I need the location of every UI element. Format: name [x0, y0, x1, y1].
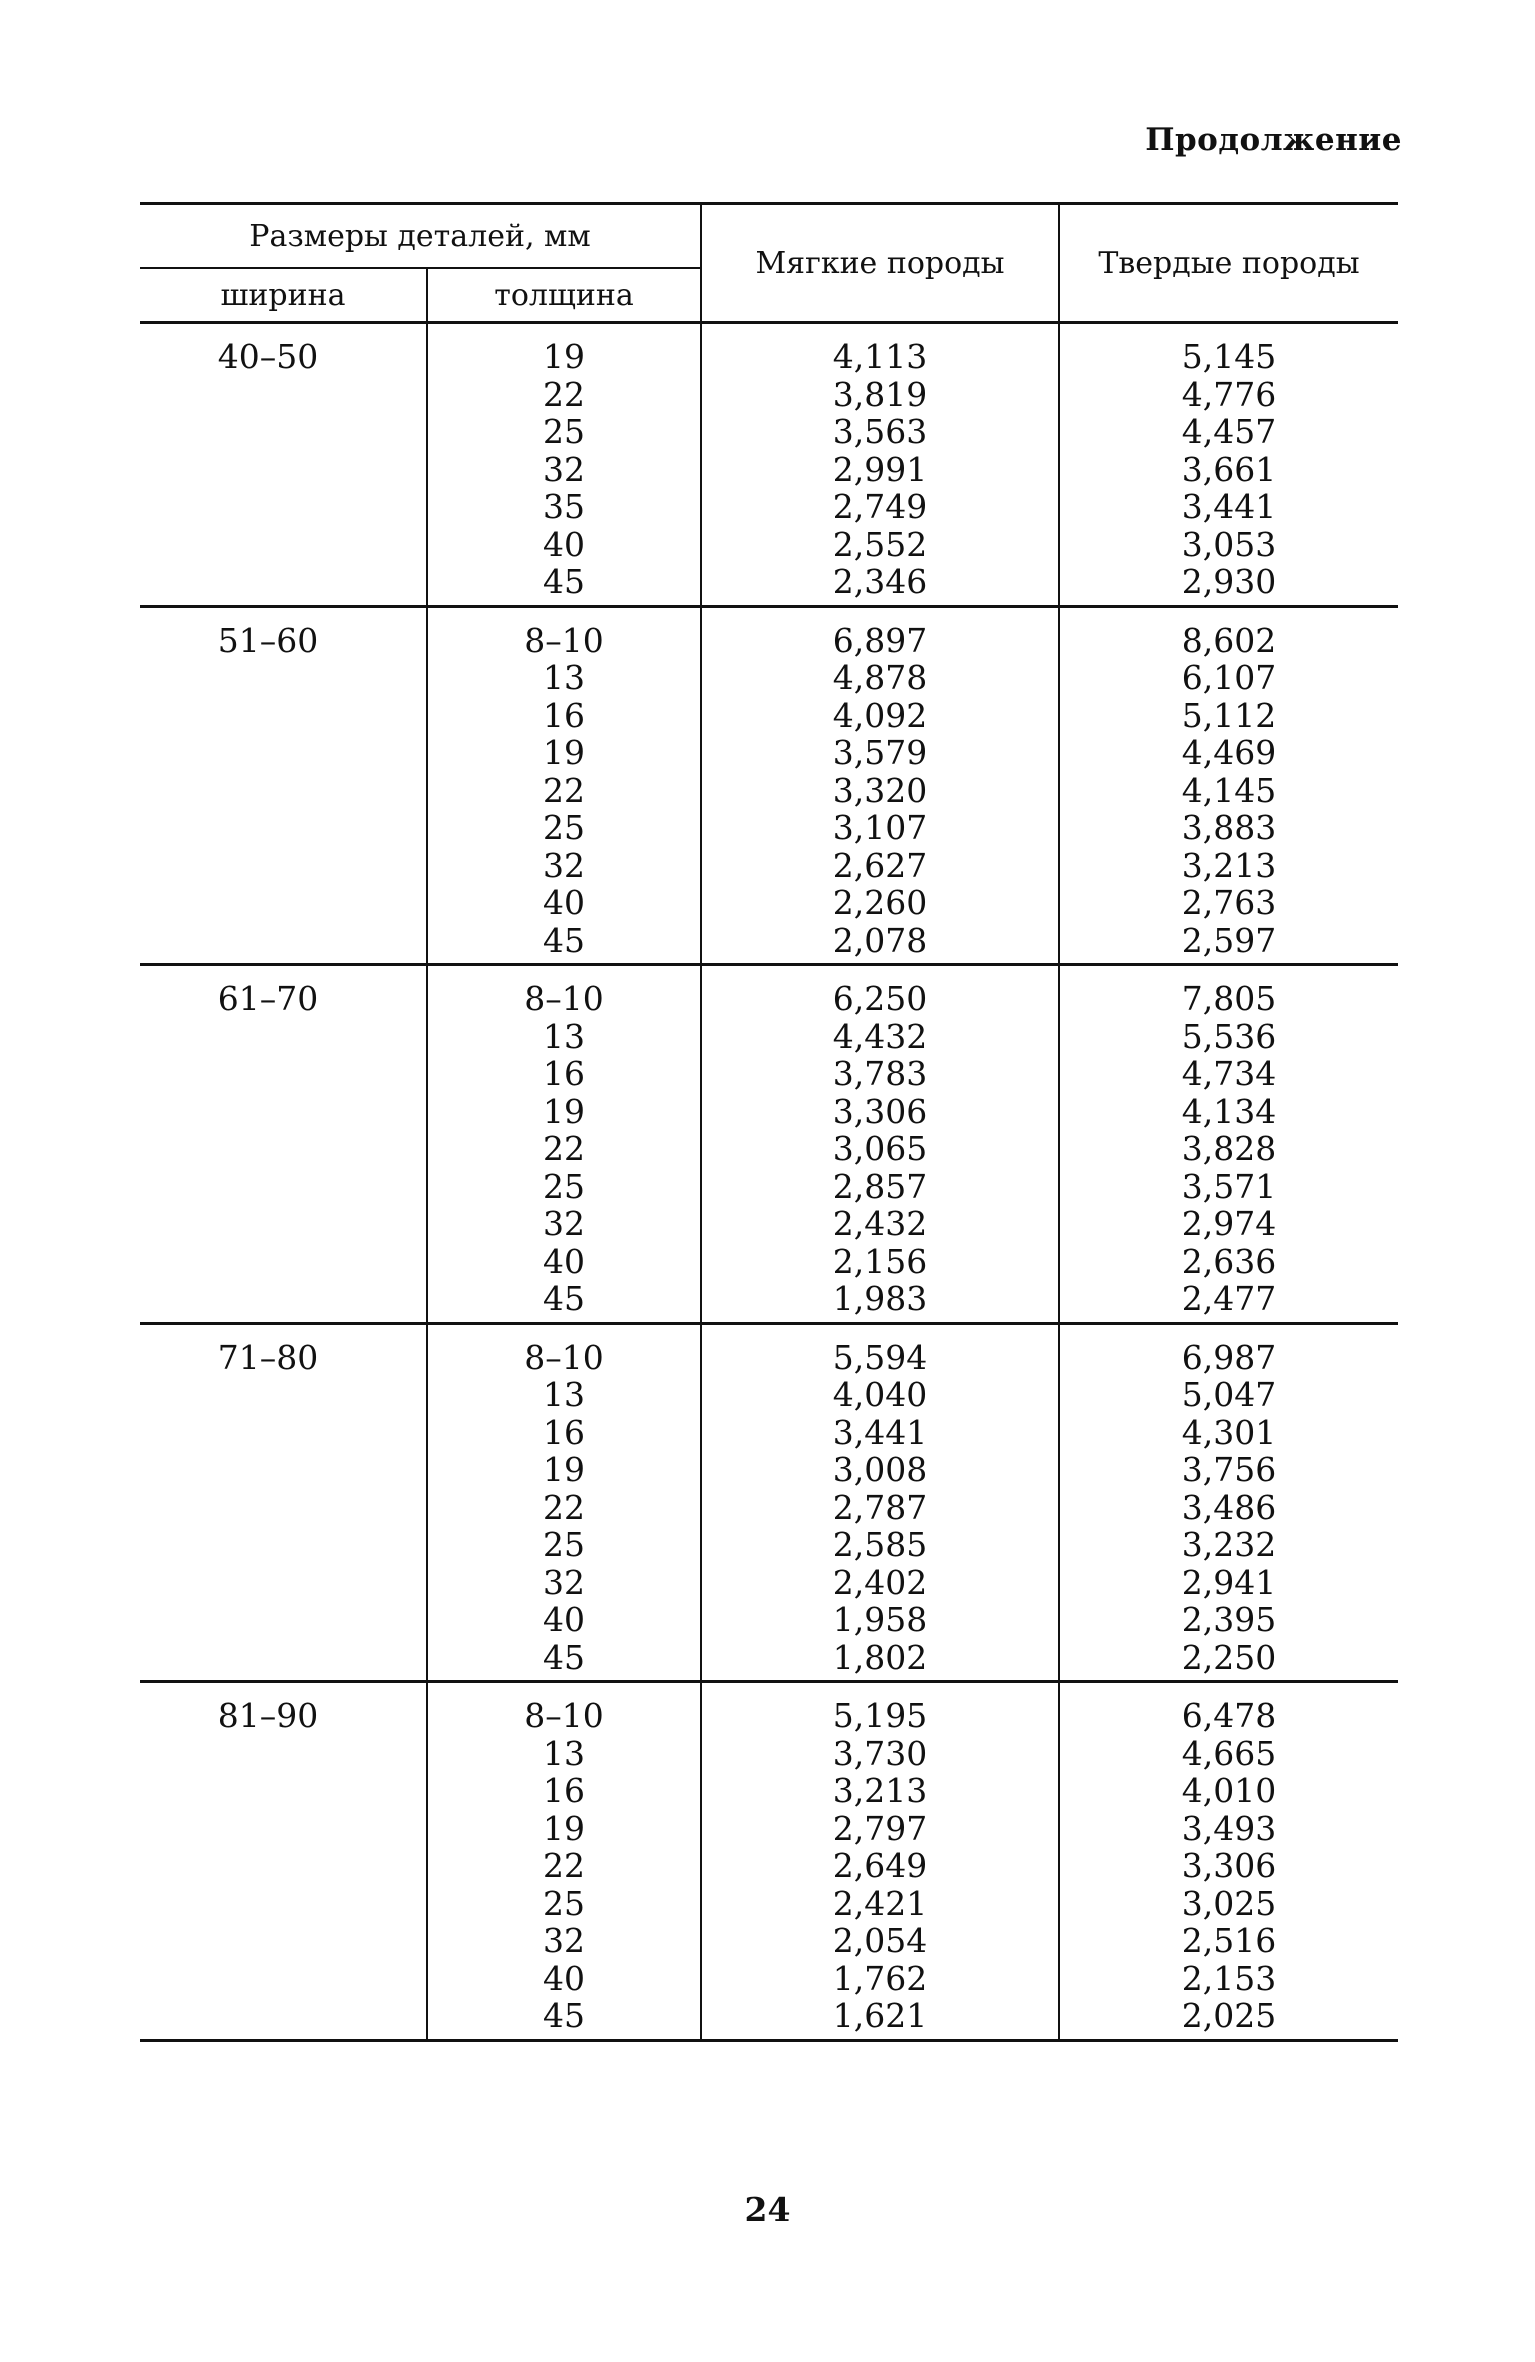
cell-thickness-value: 25: [543, 412, 585, 451]
cell-soft-list: [701, 323, 1059, 607]
cell-soft-value: 3,730: [832, 1733, 928, 1773]
cell-thickness-value: 25: [543, 808, 585, 847]
cell-width-range: 51–60: [140, 606, 427, 965]
cell-hard-value: 8,602: [1181, 620, 1277, 660]
table-row-group: [140, 1323, 1398, 1682]
cell-hard-list: [1059, 965, 1398, 1324]
cell-soft-value: 2,991: [832, 449, 928, 489]
cell-thickness-value: 19: [543, 1808, 585, 1848]
cell-hard-value: 2,153: [1181, 1958, 1277, 1998]
cell-thickness-value: 45: [543, 1637, 585, 1677]
cell-thickness-value: 8–10: [524, 979, 604, 1018]
cell-thickness-value: 13: [543, 1733, 585, 1773]
cell-soft-value: 3,819: [832, 374, 928, 414]
cell-hard-value: 4,734: [1181, 1054, 1277, 1093]
cell-soft-value: 2,797: [832, 1808, 928, 1848]
cell-width-range: 61–70: [140, 965, 427, 1324]
cell-thickness-value: 40: [543, 1600, 585, 1639]
cell-hard-list: [1059, 606, 1398, 965]
cell-hard-list: [1059, 1682, 1398, 2041]
cell-hard-value: 3,441: [1181, 487, 1277, 526]
cell-thickness-value: 45: [543, 1996, 585, 2035]
cell-thickness-value: 45: [543, 920, 585, 960]
cell-soft-value: 3,783: [832, 1054, 928, 1093]
cell-hard-value: 4,010: [1181, 1771, 1277, 1810]
cell-thickness-value: 40: [543, 1241, 585, 1281]
cell-soft-list: [701, 1682, 1059, 2041]
cell-soft-value: 2,857: [832, 1166, 928, 1206]
cell-thickness-list: [427, 323, 701, 607]
cell-soft-value: 2,078: [832, 920, 928, 960]
continuation-label: Продолжение: [1145, 122, 1402, 158]
cell-soft-value: 6,897: [832, 620, 928, 660]
cell-thickness-value: 32: [543, 845, 585, 885]
header-thickness: толщина: [427, 268, 701, 323]
cell-soft-value: 3,320: [832, 770, 928, 810]
table-body: [140, 323, 1398, 2041]
cell-hard-value: 5,536: [1181, 1016, 1277, 1056]
cell-soft-value: 2,787: [832, 1487, 928, 1527]
cell-thickness-value: 32: [543, 1204, 585, 1243]
cell-hard-value: 4,301: [1181, 1412, 1277, 1452]
cell-soft-value: 5,594: [832, 1337, 928, 1377]
data-table-container: [140, 202, 1398, 2042]
cell-hard-value: 2,763: [1181, 883, 1277, 922]
cell-thickness-value: 8–10: [524, 620, 604, 660]
cell-hard-value: 4,776: [1181, 374, 1277, 414]
cell-soft-value: 1,621: [832, 1996, 928, 2035]
cell-soft-value: 1,958: [832, 1600, 928, 1639]
cell-thickness-value: 13: [543, 658, 585, 697]
cell-thickness-value: 22: [543, 770, 585, 810]
cell-hard-value: 6,987: [1181, 1337, 1277, 1377]
cell-thickness-value: 19: [543, 733, 585, 772]
cell-thickness-value: 40: [543, 1958, 585, 1998]
cell-soft-value: 4,432: [832, 1016, 928, 1056]
cell-soft-list: [701, 1323, 1059, 1682]
cell-soft-value: 4,092: [832, 695, 928, 735]
cell-thickness-value: 22: [543, 1129, 585, 1168]
cell-thickness-value: 32: [543, 1562, 585, 1602]
cell-soft-value: 3,563: [832, 412, 928, 451]
cell-thickness-value: 32: [543, 449, 585, 489]
cell-hard-value: 5,047: [1181, 1375, 1277, 1414]
cell-hard-value: 3,661: [1181, 449, 1277, 489]
cell-thickness-value: 22: [543, 1846, 585, 1885]
cell-thickness-value: 13: [543, 1016, 585, 1056]
cell-hard-value: 3,232: [1181, 1525, 1277, 1564]
cell-hard-value: 2,477: [1181, 1279, 1277, 1318]
cell-width-range: 40–50: [140, 323, 427, 607]
cell-thickness-value: 40: [543, 883, 585, 922]
header-width: ширина: [140, 268, 427, 323]
cell-thickness-list: [427, 965, 701, 1324]
cell-thickness-value: 16: [543, 1054, 585, 1093]
cell-hard-value: 3,571: [1181, 1166, 1277, 1206]
cell-soft-value: 2,749: [832, 487, 928, 526]
cell-soft-value: 2,402: [832, 1562, 928, 1602]
cell-soft-value: 2,649: [832, 1846, 928, 1885]
cell-hard-value: 3,828: [1181, 1129, 1277, 1168]
cell-hard-value: 3,025: [1181, 1883, 1277, 1923]
cell-soft-value: 3,008: [832, 1450, 928, 1489]
cell-thickness-value: 16: [543, 695, 585, 735]
cell-hard-value: 3,213: [1181, 845, 1277, 885]
cell-soft-value: 3,213: [832, 1771, 928, 1810]
cell-thickness-value: 25: [543, 1166, 585, 1206]
cell-thickness-value: 8–10: [524, 1337, 604, 1377]
cell-hard-value: 3,053: [1181, 524, 1277, 564]
cell-hard-value: 2,250: [1181, 1637, 1277, 1677]
cell-soft-value: 2,156: [832, 1241, 928, 1281]
cell-soft-value: 6,250: [832, 979, 928, 1018]
cell-thickness-value: 22: [543, 374, 585, 414]
cell-hard-value: 4,457: [1181, 412, 1277, 451]
cell-soft-list: [701, 965, 1059, 1324]
cell-hard-value: 4,469: [1181, 733, 1277, 772]
cell-soft-list: [701, 606, 1059, 965]
header-hard-wood: Твердые породы: [1059, 204, 1398, 323]
data-table: [140, 202, 1398, 2042]
cell-soft-value: 2,432: [832, 1204, 928, 1243]
cell-hard-value: 6,107: [1181, 658, 1277, 697]
cell-hard-value: 6,478: [1181, 1696, 1277, 1735]
cell-soft-value: 3,441: [832, 1412, 928, 1452]
cell-hard-value: 4,145: [1181, 770, 1277, 810]
cell-soft-value: 3,579: [832, 733, 928, 772]
cell-hard-value: 3,486: [1181, 1487, 1277, 1527]
cell-thickness-value: 25: [543, 1525, 585, 1564]
cell-thickness-value: 25: [543, 1883, 585, 1923]
cell-hard-value: 5,145: [1181, 337, 1277, 376]
cell-hard-value: 2,974: [1181, 1204, 1277, 1243]
cell-hard-value: 4,665: [1181, 1733, 1277, 1773]
cell-soft-value: 2,585: [832, 1525, 928, 1564]
cell-hard-value: 2,941: [1181, 1562, 1277, 1602]
cell-thickness-value: 16: [543, 1771, 585, 1810]
cell-soft-value: 2,260: [832, 883, 928, 922]
cell-thickness-value: 45: [543, 562, 585, 601]
cell-hard-value: 2,395: [1181, 1600, 1277, 1639]
cell-width-range: 81–90: [140, 1682, 427, 2041]
cell-hard-value: 3,883: [1181, 808, 1277, 847]
cell-soft-value: 3,065: [832, 1129, 928, 1168]
cell-thickness-value: 19: [543, 1091, 585, 1131]
cell-thickness-value: 19: [543, 1450, 585, 1489]
cell-thickness-value: 22: [543, 1487, 585, 1527]
cell-thickness-value: 8–10: [524, 1696, 604, 1735]
cell-soft-value: 5,195: [832, 1696, 928, 1735]
table-row-group: [140, 323, 1398, 607]
cell-soft-value: 2,552: [832, 524, 928, 564]
cell-thickness-value: 13: [543, 1375, 585, 1414]
cell-hard-value: 2,636: [1181, 1241, 1277, 1281]
cell-soft-value: 3,306: [832, 1091, 928, 1131]
cell-soft-value: 2,346: [832, 562, 928, 601]
cell-hard-value: 2,597: [1181, 920, 1277, 960]
cell-soft-value: 4,113: [832, 337, 928, 376]
cell-soft-value: 2,627: [832, 845, 928, 885]
cell-hard-value: 2,516: [1181, 1921, 1277, 1960]
cell-thickness-list: [427, 1323, 701, 1682]
cell-hard-value: 5,112: [1181, 695, 1277, 735]
cell-thickness-value: 19: [543, 337, 585, 376]
table-row-group: [140, 965, 1398, 1324]
cell-thickness-value: 40: [543, 524, 585, 564]
cell-hard-value: 2,930: [1181, 562, 1277, 601]
cell-soft-value: 4,878: [832, 658, 928, 697]
cell-thickness-list: [427, 1682, 701, 2041]
cell-hard-value: 3,493: [1181, 1808, 1277, 1848]
cell-thickness-value: 32: [543, 1921, 585, 1960]
cell-thickness-value: 35: [543, 487, 585, 526]
header-dimensions: Размеры деталей, мм: [140, 204, 701, 269]
cell-hard-value: 2,025: [1181, 1996, 1277, 2035]
cell-soft-value: 1,802: [832, 1637, 928, 1677]
cell-thickness-value: 16: [543, 1412, 585, 1452]
cell-soft-value: 1,983: [832, 1279, 928, 1318]
cell-thickness-value: 45: [543, 1279, 585, 1318]
cell-width-range: 71–80: [140, 1323, 427, 1682]
cell-hard-value: 4,134: [1181, 1091, 1277, 1131]
cell-hard-value: 3,306: [1181, 1846, 1277, 1885]
cell-soft-value: 1,762: [832, 1958, 928, 1998]
table-row-group: [140, 606, 1398, 965]
cell-soft-value: 2,054: [832, 1921, 928, 1960]
cell-soft-value: 2,421: [832, 1883, 928, 1923]
cell-hard-value: 7,805: [1181, 979, 1277, 1018]
cell-hard-list: [1059, 1323, 1398, 1682]
cell-soft-value: 4,040: [832, 1375, 928, 1414]
table-row-group: [140, 1682, 1398, 2041]
cell-hard-list: [1059, 323, 1398, 607]
table-header: [140, 204, 1398, 323]
cell-hard-value: 3,756: [1181, 1450, 1277, 1489]
header-soft-wood: Мягкие породы: [701, 204, 1059, 323]
cell-soft-value: 3,107: [832, 808, 928, 847]
cell-thickness-list: [427, 606, 701, 965]
page-number: 24: [744, 2190, 791, 2229]
